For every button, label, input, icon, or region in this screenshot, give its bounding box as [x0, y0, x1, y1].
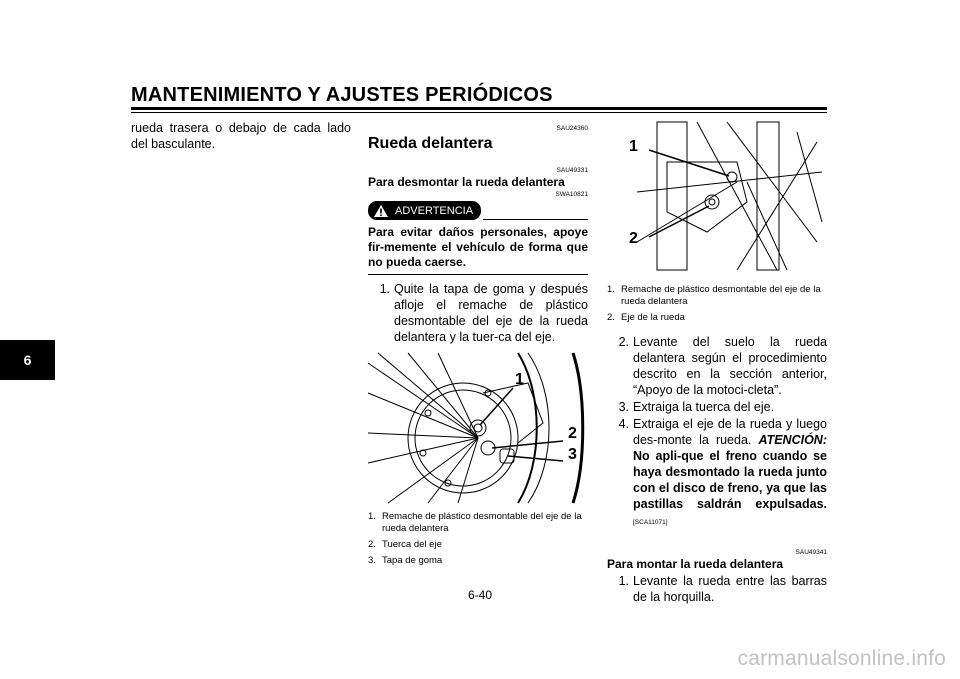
- section-title: Rueda delantera: [368, 135, 493, 152]
- reference-code: SWA10821: [555, 191, 588, 198]
- caption-text: Remache de plástico desmontable del eje de la rueda delantera: [382, 511, 582, 534]
- steps-list: [368, 281, 588, 345]
- page-number: 6-40: [467, 588, 493, 602]
- column-middle: [368, 120, 588, 571]
- caption-text: Tapa de goma: [382, 555, 443, 566]
- chapter-tab[interactable]: [0, 340, 55, 380]
- list-item: [607, 284, 827, 308]
- figure-label-1: 1: [629, 138, 638, 155]
- warning-header: [368, 201, 588, 220]
- warning-triangle-icon: [373, 204, 389, 218]
- figure-captions: [368, 511, 588, 567]
- column-right: [607, 122, 827, 606]
- step-text: Extraiga la tuerca del eje.: [633, 400, 775, 414]
- page-header-title: MANTENIMIENTO Y AJUSTES PERIÓDICOS: [131, 84, 553, 106]
- column-left: [131, 120, 351, 152]
- step-text: Levante del suelo la rueda delantera según el procedimiento descrito en la sección anterior, “Apoyo de la motoci-cleta”.: [633, 335, 827, 397]
- step-text: [633, 416, 827, 531]
- warning-text: Para evitar daños personales, apoye fir-memente el vehículo de forma que no pueda caerse.: [368, 225, 588, 269]
- caption-number: 1.: [368, 511, 376, 522]
- caption-number: 2.: [368, 539, 376, 550]
- list-item: [368, 511, 588, 535]
- list-item: [607, 416, 827, 531]
- caption-text: Eje de la rueda: [621, 312, 685, 323]
- steps-list: [607, 334, 827, 531]
- list-item: [607, 312, 827, 324]
- figure-axle-rivet: [629, 122, 822, 270]
- caution-reference: [SCA11071]: [633, 519, 668, 526]
- subheading-remove-wheel: Para desmontar la rueda delantera: [368, 175, 565, 189]
- list-item: [368, 281, 588, 345]
- reference-code: SAU24360: [556, 125, 588, 132]
- warning-rule: [483, 219, 588, 220]
- list-item: [607, 399, 827, 415]
- figure-label-3: 3: [568, 446, 577, 463]
- caution-label: ATENCIÓN:: [758, 433, 827, 447]
- caption-number: 1.: [607, 284, 615, 295]
- step-number: 4.: [618, 417, 629, 431]
- fork-axle-illustration: [637, 122, 822, 270]
- wheel-hub-illustration: [368, 353, 586, 503]
- warning-label: ADVERTENCIA: [395, 204, 474, 217]
- figure-label-1: 1: [515, 371, 524, 388]
- caption-number: 3.: [368, 555, 376, 566]
- caption-text: Tuerca del eje: [382, 539, 442, 550]
- step-text-plain: Extraiga el eje de la rueda y luego des-monte la rueda.: [633, 417, 827, 447]
- header-rule: [131, 107, 827, 110]
- caution-text: No apli-que el freno cuando se haya desmontado la rueda junto con el disco de freno, ya que las pastillas saldrán expulsadas.: [633, 449, 827, 511]
- subheading-install-wheel: Para montar la rueda delantera: [607, 557, 784, 571]
- figure-label-2: 2: [629, 230, 638, 247]
- warning-badge: [368, 201, 481, 220]
- reference-code: SAU49341: [795, 549, 827, 556]
- list-item: [368, 555, 588, 567]
- warning-end-rule: [368, 274, 588, 275]
- watermark: carmanualsonline.info: [737, 647, 946, 670]
- continued-text: rueda trasera o debajo de cada lado del basculante.: [131, 121, 351, 151]
- step-number: 1.: [618, 574, 629, 588]
- step-number: 1.: [379, 282, 390, 296]
- chapter-number: 6: [23, 352, 32, 368]
- list-item: [368, 539, 588, 551]
- step-text: Levante la rueda entre las barras de la horquilla.: [633, 574, 827, 604]
- figure-captions: [607, 284, 827, 324]
- list-item: [607, 334, 827, 398]
- step-number: 3.: [618, 400, 629, 414]
- figure-label-2: 2: [568, 425, 577, 442]
- step-number: 2.: [618, 335, 629, 349]
- caption-number: 2.: [607, 312, 615, 323]
- step-text: Quite la tapa de goma y después afloje el remache de plástico desmontable del eje de la rueda delantera y la tuer-ca del eje.: [394, 282, 588, 344]
- figure-front-wheel-axle: [368, 353, 586, 503]
- header-rule-thin: [131, 112, 827, 113]
- caption-text: Remache de plástico desmontable del eje de la rueda delantera: [621, 284, 821, 307]
- reference-code: SAU49331: [556, 167, 588, 174]
